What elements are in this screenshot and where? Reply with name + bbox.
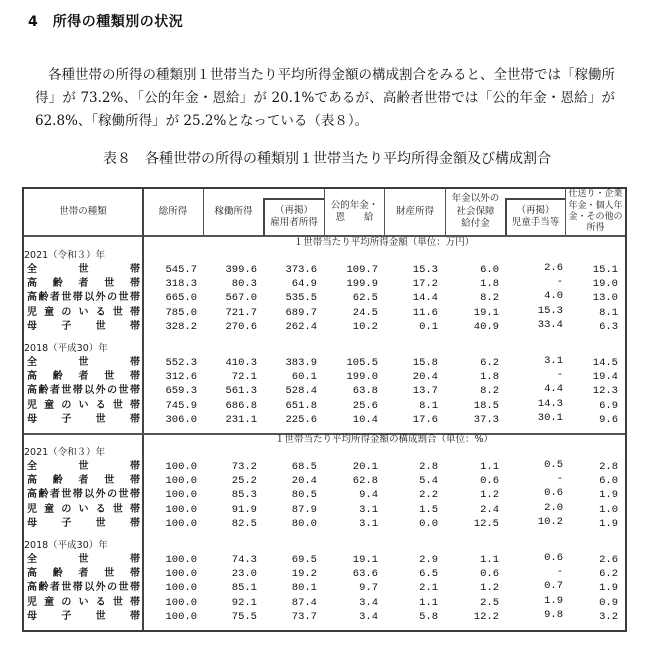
table-cell: 15.3 bbox=[412, 264, 438, 276]
table-cell: 100.0 bbox=[165, 582, 197, 595]
header-label: 年金・個人年 bbox=[568, 200, 623, 211]
table-cell: 15.1 bbox=[592, 264, 618, 276]
table-cell: 85.1 bbox=[231, 582, 257, 595]
unit-row bbox=[24, 433, 625, 447]
table-cell: 37.3 bbox=[473, 413, 499, 426]
table-cell: 20.4 bbox=[412, 371, 438, 384]
section-heading: 4 所得の種類別の状況 bbox=[28, 14, 184, 30]
table-cell: 1.5 bbox=[419, 503, 438, 516]
table-row bbox=[24, 517, 625, 531]
table-cell: 20.4 bbox=[291, 475, 317, 488]
table-cell: 545.7 bbox=[165, 264, 197, 276]
header-employee-income bbox=[264, 199, 324, 235]
table-cell: 1.9 bbox=[599, 582, 618, 595]
table-cell: 6.2 bbox=[599, 568, 618, 581]
table-cell: 85.3 bbox=[231, 489, 257, 502]
table-cell: 528.4 bbox=[285, 385, 317, 398]
header-label: （再掲） bbox=[274, 204, 313, 216]
table-cell: 14.3 bbox=[537, 397, 563, 410]
table-cell: 1.2 bbox=[480, 582, 499, 595]
table-cell: 373.6 bbox=[285, 264, 317, 276]
table-cell: 100.0 bbox=[165, 568, 197, 581]
table-cell: 0.7 bbox=[544, 580, 563, 593]
table-cell: 561.3 bbox=[225, 385, 257, 398]
table-cell: 19.1 bbox=[352, 554, 378, 566]
table-cell: 1.9 bbox=[544, 594, 563, 607]
table-cell: 60.1 bbox=[291, 371, 317, 384]
table-cell: 0.0 bbox=[419, 517, 438, 530]
table-cell: 100.0 bbox=[165, 461, 197, 473]
header-label: 給付金 bbox=[461, 218, 490, 230]
table-cell: 399.6 bbox=[225, 264, 257, 276]
table-cell: 14.4 bbox=[412, 292, 438, 305]
table-cell: 12.2 bbox=[473, 610, 499, 623]
table-cell: 91.9 bbox=[231, 503, 257, 516]
header-label: 公的年金・ bbox=[330, 199, 379, 211]
table-cell: 3.4 bbox=[359, 596, 378, 609]
table-cell: 410.3 bbox=[225, 357, 257, 369]
row-label: 児童のいる世帯 bbox=[27, 399, 140, 411]
header-label: 所得 bbox=[586, 223, 605, 234]
table-cell: 686.8 bbox=[225, 399, 257, 412]
row-label: 高齢者世帯以外の世帯 bbox=[27, 292, 140, 304]
table-cell: 2.9 bbox=[419, 554, 438, 566]
table-cell: 1.2 bbox=[480, 489, 499, 502]
row-label: 児童のいる世帯 bbox=[27, 596, 140, 608]
table-cell: 0.5 bbox=[544, 459, 563, 471]
table-cell: 1.8 bbox=[480, 371, 499, 384]
table-cell: 231.1 bbox=[225, 413, 257, 426]
table-cell: 270.6 bbox=[225, 320, 257, 333]
table-cell: 11.6 bbox=[412, 306, 438, 319]
table-cell: 1.0 bbox=[599, 503, 618, 516]
table-cell: 17.2 bbox=[412, 278, 438, 291]
table-cell: 3.1 bbox=[359, 517, 378, 530]
table-cell: 0.9 bbox=[599, 596, 618, 609]
year-label: 2018（平成30）年 bbox=[24, 539, 108, 551]
table-cell: 8.1 bbox=[419, 399, 438, 412]
table-cell: 63.8 bbox=[352, 385, 378, 398]
table-cell: 105.5 bbox=[346, 357, 378, 369]
row-label: 児童のいる世帯 bbox=[27, 503, 140, 515]
table-cell: 100.0 bbox=[165, 517, 197, 530]
table-cell: 0.6 bbox=[544, 487, 563, 500]
table-cell: 3.1 bbox=[359, 503, 378, 516]
row-label: 高齢者世帯 bbox=[27, 568, 140, 580]
table-cell: 262.4 bbox=[285, 320, 317, 333]
header-social-security bbox=[446, 189, 505, 235]
table-cell: 9.6 bbox=[599, 413, 618, 426]
table-cell: 100.0 bbox=[165, 610, 197, 623]
table-cell: 5.8 bbox=[419, 610, 438, 623]
table-cell: 73.7 bbox=[291, 610, 317, 623]
table-cell: 8.2 bbox=[480, 292, 499, 305]
header-label: 金・その他の bbox=[568, 212, 623, 222]
table-cell: 24.5 bbox=[352, 306, 378, 319]
table-cell: 75.5 bbox=[231, 610, 257, 623]
table-cell: 15.3 bbox=[537, 304, 563, 317]
table-cell: 6.0 bbox=[599, 475, 618, 488]
table-cell: 306.0 bbox=[165, 413, 197, 426]
table-cell: 2.6 bbox=[599, 554, 618, 566]
table-cell: 318.3 bbox=[165, 278, 197, 291]
table-cell: 535.5 bbox=[285, 292, 317, 305]
table-cell: 63.6 bbox=[352, 568, 378, 581]
table-cell: 19.1 bbox=[473, 306, 499, 319]
row-label: 全世帯 bbox=[27, 461, 140, 472]
table-cell: 225.6 bbox=[285, 413, 317, 426]
table-cell: 4.4 bbox=[544, 383, 563, 396]
table-cell: 2.1 bbox=[419, 582, 438, 595]
table-cell: 8.2 bbox=[480, 385, 499, 398]
paragraph-line: 各種世帯の所得の種類別１世帯当たり平均所得金額の構成割合をみると、全世帯では「稼働所 bbox=[48, 67, 615, 83]
row-label: 高齢者世帯以外の世帯 bbox=[27, 385, 140, 397]
table-cell: 80.5 bbox=[291, 489, 317, 502]
table-cell: 13.0 bbox=[592, 292, 618, 305]
table-cell: 2.8 bbox=[419, 461, 438, 473]
table-cell: 40.9 bbox=[473, 320, 499, 333]
table-cell: 92.1 bbox=[231, 596, 257, 609]
header-label: 世帯の種類 bbox=[59, 205, 107, 217]
table-cell: 328.2 bbox=[165, 320, 197, 333]
row-label: 高齢者世帯 bbox=[27, 371, 140, 383]
table-cell: 19.2 bbox=[291, 568, 317, 581]
header-label: 仕送り・企業 bbox=[568, 189, 623, 200]
table-cell: 1.1 bbox=[419, 596, 438, 609]
table-row bbox=[24, 610, 625, 624]
header-label: 年金以外の bbox=[451, 193, 500, 205]
row-label: 母子世帯 bbox=[27, 413, 140, 425]
table-cell: 6.2 bbox=[480, 357, 499, 369]
table-cell: 552.3 bbox=[165, 357, 197, 369]
table-cell: 5.4 bbox=[419, 475, 438, 488]
table-cell: 3.1 bbox=[544, 355, 563, 367]
table-cell: 74.3 bbox=[231, 554, 257, 566]
header-child-allowance bbox=[506, 199, 565, 235]
header-label: 財産所得 bbox=[395, 205, 434, 217]
year-label: 2021（令和３）年 bbox=[24, 250, 106, 261]
income-table bbox=[22, 187, 627, 632]
table-cell: 721.7 bbox=[225, 306, 257, 319]
header-label: （再掲） bbox=[516, 204, 555, 216]
header-label: 雇用者所得 bbox=[270, 217, 318, 228]
table-cell: 12.5 bbox=[473, 517, 499, 530]
table-cell: 15.8 bbox=[412, 357, 438, 369]
table-cell: 2.0 bbox=[544, 501, 563, 514]
row-label: 母子世帯 bbox=[27, 320, 140, 332]
table-cell: 100.0 bbox=[165, 596, 197, 609]
unit-label: １世帯当たり平均所得金額の構成割合（単位：%） bbox=[274, 434, 494, 445]
table-row bbox=[24, 320, 625, 334]
table-cell: 10.2 bbox=[537, 515, 563, 528]
table-cell: 64.9 bbox=[291, 278, 317, 291]
table-cell: 651.8 bbox=[285, 399, 317, 412]
header-property-income bbox=[385, 189, 445, 235]
table-cell: 2.8 bbox=[599, 461, 618, 473]
header-total-income bbox=[143, 189, 203, 235]
row-label: 母子世帯 bbox=[27, 610, 140, 622]
table-cell: 6.0 bbox=[480, 264, 499, 276]
table-cell: 10.4 bbox=[352, 413, 378, 426]
table-cell: 87.4 bbox=[291, 596, 317, 609]
header-label: 稼働所得 bbox=[214, 205, 253, 217]
row-label: 高齢者世帯以外の世帯 bbox=[27, 582, 140, 594]
row-label: 母子世帯 bbox=[27, 517, 140, 529]
table-cell: 87.9 bbox=[291, 503, 317, 516]
table-cell: 0.6 bbox=[544, 552, 563, 564]
table-cell: 82.5 bbox=[231, 517, 257, 530]
table-cell: 30.1 bbox=[537, 411, 563, 424]
table-cell: 6.3 bbox=[599, 320, 618, 333]
table-cell: 745.9 bbox=[165, 399, 197, 412]
table-cell: 19.0 bbox=[592, 278, 618, 291]
header-label: 社会保障 bbox=[456, 205, 495, 217]
row-label: 全世帯 bbox=[27, 554, 140, 565]
year-label: 2018（平成30）年 bbox=[24, 342, 108, 354]
table-cell: 9.4 bbox=[359, 489, 378, 502]
table-cell: 72.1 bbox=[231, 371, 257, 384]
table-cell: 9.7 bbox=[359, 582, 378, 595]
table-cell: 2.2 bbox=[419, 489, 438, 502]
header-label: 児童手当等 bbox=[511, 217, 560, 228]
table-cell: 6.5 bbox=[419, 568, 438, 581]
table-cell: 100.0 bbox=[165, 489, 197, 502]
unit-label: １世帯当たり平均所得金額（単位：万円） bbox=[293, 237, 475, 248]
table-cell: 23.0 bbox=[231, 568, 257, 581]
table-cell: 383.9 bbox=[285, 357, 317, 369]
table-cell: 4.0 bbox=[544, 290, 563, 303]
table-cell: - bbox=[556, 369, 563, 382]
table-cell: 33.4 bbox=[537, 318, 563, 331]
paragraph-line: 得」が 73.2%、「公的年金・恩給」が 20.1%であるが、高齢者世帯では「公的年金・恩給」が bbox=[35, 90, 615, 106]
table-cell: 80.0 bbox=[291, 517, 317, 530]
table-cell: 689.7 bbox=[285, 306, 317, 319]
table-cell: 1.1 bbox=[480, 461, 499, 473]
header-household-type bbox=[24, 189, 142, 235]
row-label: 児童のいる世帯 bbox=[27, 306, 140, 318]
paragraph-line: 62.8%、「稼働所得」が 25.2%となっている（表８）。 bbox=[35, 113, 369, 129]
table-cell: 14.5 bbox=[592, 357, 618, 369]
table-cell: 8.1 bbox=[599, 306, 618, 319]
table-cell: 2.4 bbox=[480, 503, 499, 516]
header-label: 総所得 bbox=[158, 205, 188, 217]
table-cell: 73.2 bbox=[231, 461, 257, 473]
table-cell: 80.3 bbox=[231, 278, 257, 291]
table-cell: 25.6 bbox=[352, 399, 378, 412]
table-cell: 18.5 bbox=[473, 399, 499, 412]
header-earned-income bbox=[204, 189, 263, 235]
table-cell: 785.0 bbox=[165, 306, 197, 319]
table-cell: 69.5 bbox=[291, 554, 317, 566]
table-cell: 567.0 bbox=[225, 292, 257, 305]
year-label: 2021（令和３）年 bbox=[24, 447, 106, 458]
header-other-income bbox=[566, 189, 625, 235]
row-label: 全世帯 bbox=[27, 264, 140, 275]
table-cell: 6.9 bbox=[599, 399, 618, 412]
header-public-pension bbox=[325, 189, 384, 235]
table-cell: 199.9 bbox=[346, 278, 378, 291]
table-cell: 1.9 bbox=[599, 489, 618, 502]
table-cell: 0.1 bbox=[419, 320, 438, 333]
table-cell: 12.3 bbox=[592, 385, 618, 398]
table-cell: 13.7 bbox=[412, 385, 438, 398]
table-cell: 20.1 bbox=[352, 461, 378, 473]
row-label: 高齢者世帯 bbox=[27, 475, 140, 487]
table-cell: 1.1 bbox=[480, 554, 499, 566]
table-cell: 2.6 bbox=[544, 262, 563, 274]
header-label: 恩 給 bbox=[335, 212, 374, 223]
table-cell: - bbox=[556, 276, 563, 289]
table-cell: 1.9 bbox=[599, 517, 618, 530]
table-cell: 80.1 bbox=[291, 582, 317, 595]
table-cell: 665.0 bbox=[165, 292, 197, 305]
table-cell: 100.0 bbox=[165, 503, 197, 516]
table-cell: 659.3 bbox=[165, 385, 197, 398]
table-cell: 312.6 bbox=[165, 371, 197, 384]
table-cell: 17.6 bbox=[412, 413, 438, 426]
unit-row bbox=[24, 236, 625, 250]
table-cell: 25.2 bbox=[231, 475, 257, 488]
table-cell: 1.8 bbox=[480, 278, 499, 291]
table-cell: - bbox=[556, 473, 563, 486]
row-label: 全世帯 bbox=[27, 357, 140, 368]
table-cell: 0.6 bbox=[480, 568, 499, 581]
table-cell: 199.0 bbox=[346, 371, 378, 384]
table-cell: 62.5 bbox=[352, 292, 378, 305]
table-cell: 10.2 bbox=[352, 320, 378, 333]
table-cell: 68.5 bbox=[291, 461, 317, 473]
table-cell: 0.6 bbox=[480, 475, 499, 488]
table-cell: 9.8 bbox=[544, 608, 563, 621]
table-cell: - bbox=[556, 566, 563, 579]
table-cell: 100.0 bbox=[165, 475, 197, 488]
table-caption: 表８ 各種世帯の所得の種類別１世帯当たり平均所得金額及び構成割合 bbox=[103, 151, 551, 167]
table-cell: 100.0 bbox=[165, 554, 197, 566]
table-cell: 3.2 bbox=[599, 610, 618, 623]
table-cell: 62.8 bbox=[352, 475, 378, 488]
table-cell: 2.5 bbox=[480, 596, 499, 609]
row-label: 高齢者世帯 bbox=[27, 278, 140, 290]
table-cell: 109.7 bbox=[346, 264, 378, 276]
table-row bbox=[24, 413, 625, 427]
table-cell: 19.4 bbox=[592, 371, 618, 384]
table-cell: 3.4 bbox=[359, 610, 378, 623]
row-label: 高齢者世帯以外の世帯 bbox=[27, 489, 140, 501]
